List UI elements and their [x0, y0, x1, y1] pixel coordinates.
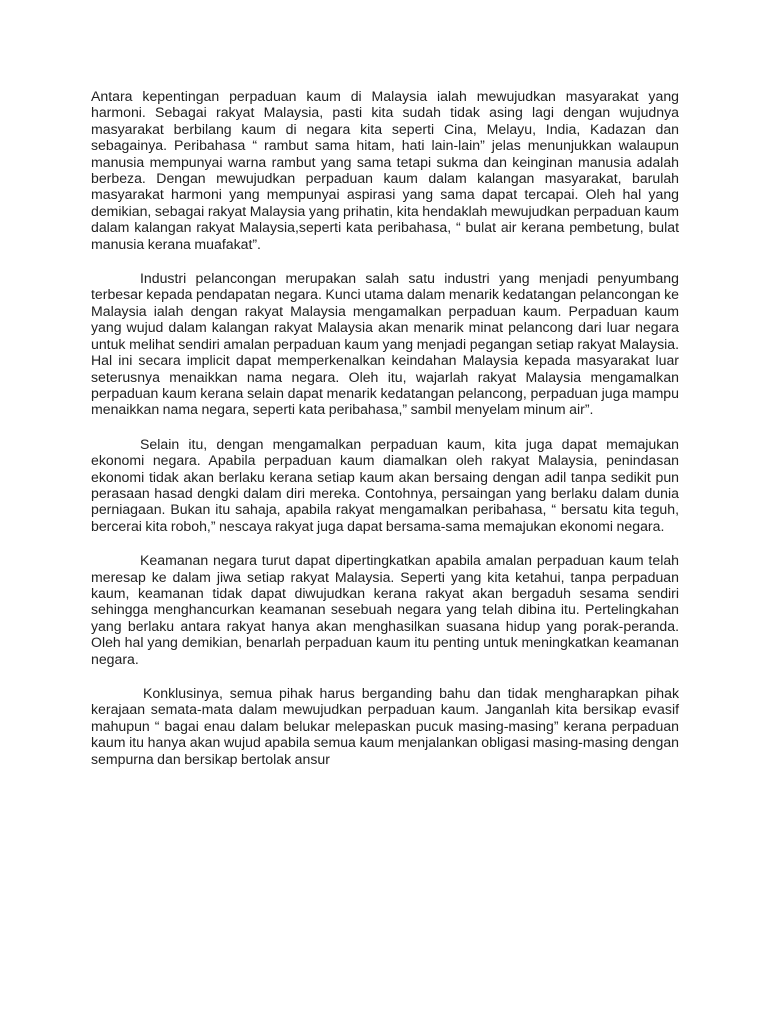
paragraph-harmony: Antara kepentingan perpaduan kaum di Malaysia ialah mewujudkan masyarakat yang harmoni. Sebagai rakyat Malaysia, pasti kita sudah tidak asing lagi dengan wujudnya masyarakat berbilang kaum di negara kita seperti Cina, Melayu, India, Kadazan dan sebagainya. Peribahasa “ rambut sama hitam, hati lain-lain” jelas menunjukkan walaupun manusia mempunyai warna rambut yang sama tetapi sukma dan keinginan manusia adalah berbeza. Dengan mewujudkan perpaduan kaum dalam kalangan masyarakat, barulah masyarakat harmoni yang mempunyai aspirasi yang sama dapat tercapai. Oleh hal yang demikian, sebagai rakyat Malaysia yang prihatin, kita hendaklah mewujudkan perpaduan kaum dalam kalangan rakyat Malaysia,seperti kata peribahasa, “ bulat air kerana pembetung, bulat manusia kerana muafakat”.	[91, 88, 679, 252]
paragraph-conclusion: Konklusinya, semua pihak harus berganding bahu dan tidak mengharapkan pihak kerajaan semata-mata dalam mewujudkan perpaduan kaum. Janganlah kita bersikap evasif mahupun “ bagai enau dalam belukar melepaskan pucuk masing-masing” kerana perpaduan kaum itu hanya akan wujud apabila semua kaum menjalankan obligasi masing-masing dengan sempurna dan bersikap bertolak ansur	[91, 685, 679, 767]
paragraph-tourism: Industri pelancongan merupakan salah satu industri yang menjadi penyumbang terbesar kepada pendapatan negara. Kunci utama dalam menarik kedatangan pelancongan ke Malaysia ialah dengan rakyat Malaysia mengamalkan perpaduan kaum. Perpaduan kaum yang wujud dalam kalangan rakyat Malaysia akan menarik minat pelancong dari luar negara untuk melihat sendiri amalan perpaduan kaum yang menjadi pegangan setiap rakyat Malaysia. Hal ini secara implicit dapat memperkenalkan keindahan Malaysia kepada masyarakat luar seterusnya menaikkan nama negara. Oleh itu, wajarlah rakyat Malaysia mengamalkan perpaduan kaum kerana selain dapat menarik kedatangan pelancong, perpaduan juga mampu menaikkan nama negara, seperti kata peribahasa,” sambil menyelam minum air”.	[91, 270, 679, 418]
paragraph-economy: Selain itu, dengan mengamalkan perpaduan kaum, kita juga dapat memajukan ekonomi negara. Apabila perpaduan kaum diamalkan oleh rakyat Malaysia, penindasan ekonomi tidak akan berlaku kerana setiap kaum akan bersaing dengan adil tanpa sedikit pun perasaan hasad dengki dalam diri mereka. Contohnya, persaingan yang berlaku dalam dunia perniagaan. Bukan itu sahaja, apabila rakyat mengamalkan peribahasa, “ bersatu kita teguh, bercerai kita roboh,” nescaya rakyat juga dapat bersama-sama memajukan ekonomi negara.	[91, 435, 679, 534]
paragraph-security: Keamanan negara turut dapat dipertingkatkan apabila amalan perpaduan kaum telah meresap ke dalam jiwa setiap rakyat Malaysia. Seperti yang kita ketahui, tanpa perpaduan kaum, keamanan tidak dapat diwujudkan kerana rakyat akan bergaduh sesama sendiri sehingga menghancurkan keamanan sesebuah negara yang telah dibina itu. Pertelingkahan yang berlaku antara rakyat hanya akan menghasilkan suasana hidup yang porak-peranda. Oleh hal yang demikian, benarlah perpaduan kaum itu penting untuk meningkatkan keamanan negara.	[91, 552, 679, 667]
